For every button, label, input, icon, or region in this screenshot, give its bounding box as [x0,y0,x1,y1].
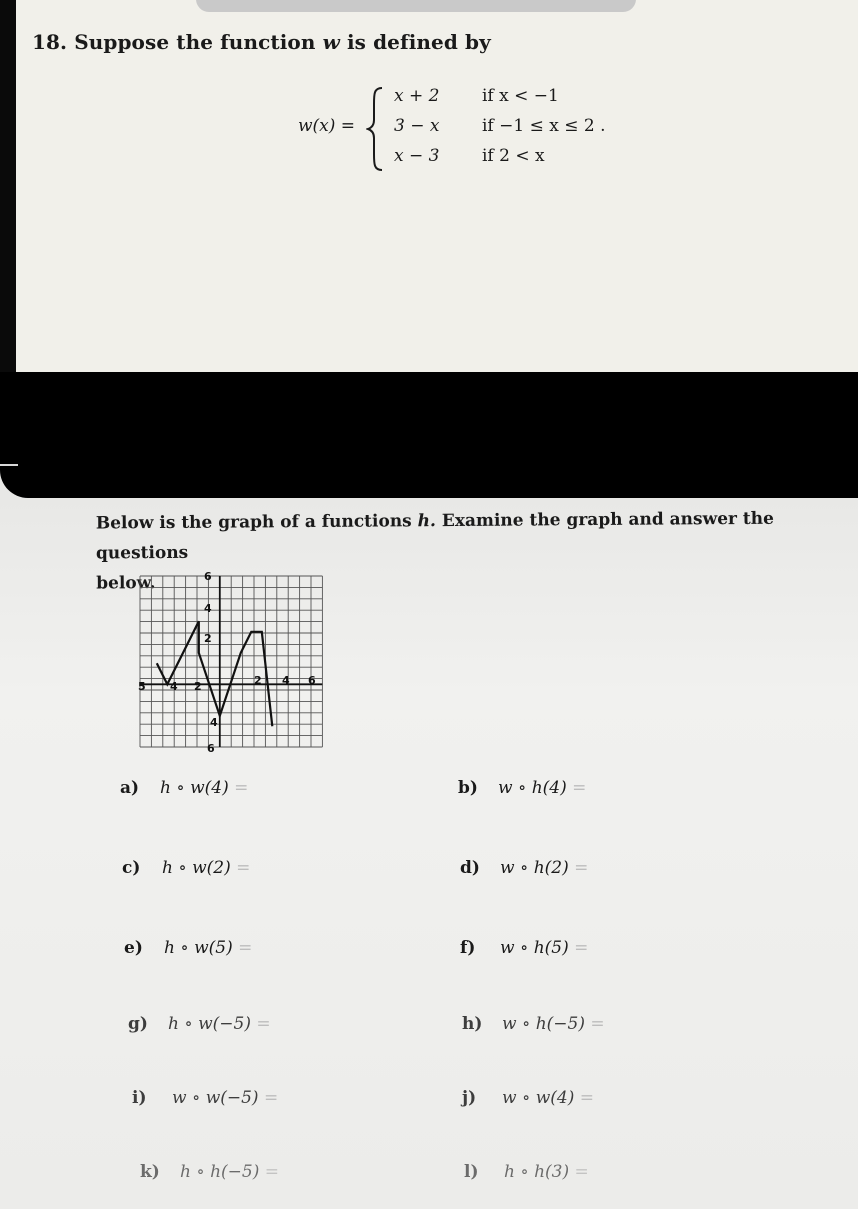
answer-blank[interactable]: = [572,778,587,798]
question-item [464,1162,589,1182]
case-2-expression: 3 − x [394,116,440,136]
instructions-function-name: h. [417,511,436,532]
question-expression: h ∘ w(5) [164,938,233,958]
function-name: w [322,30,340,54]
question-item [124,938,252,958]
question-expression: w ∘ w(4) [502,1088,575,1108]
question-item [120,778,248,798]
instructions-text-start: Below is the graph of a functions [95,511,412,534]
piecewise-lhs: w(x) = [298,116,356,136]
y-axis-top-label: 6 [204,570,212,583]
y-tick-label: 2 [204,632,212,645]
y-tick-label: 4 [210,716,218,729]
question-label: a) [120,778,140,798]
question-item [460,858,588,878]
y-tick-label: 4 [204,602,212,615]
answer-blank[interactable]: = [263,1088,279,1108]
question-expression: h ∘ w(4) [160,778,229,798]
x-axis-left-label: 5 [138,680,146,693]
instructions-text-rest: Examine the graph and answer the questions [95,508,775,564]
x-tick-label: 4 [170,680,178,693]
x-tick-label: 2 [194,680,202,693]
question-label: b) [458,778,478,798]
question-label: e) [124,938,143,958]
question-expression: h ∘ h(−5) [180,1162,260,1182]
case-2-condition: if −1 ≤ x ≤ 2 . [482,116,606,136]
answer-blank[interactable]: = [574,938,589,958]
answer-blank[interactable]: = [236,858,251,878]
question-label: l) [464,1162,479,1182]
piecewise-definition [298,84,658,174]
x-tick-label: 2 [254,674,262,687]
answer-blank[interactable]: = [234,778,249,798]
question-label: i) [132,1088,147,1108]
answer-blank[interactable]: = [574,1162,589,1182]
question-item [122,858,250,878]
x-axis-right-label: 6 [308,674,316,687]
y-axis-bottom-label: 6 [207,742,215,755]
question-label: k) [140,1162,160,1182]
question-label: d) [460,858,480,878]
question-title [32,30,491,54]
question-expression: w ∘ h(−5) [502,1014,585,1034]
x-tick-label: 4 [282,674,290,687]
question-label: c) [122,858,141,878]
graph-of-h [130,568,326,758]
question-expression: h ∘ h(3) [504,1162,570,1182]
question-intro-before: Suppose the function [74,30,316,54]
question-item [462,1014,605,1034]
page-tab-shadow [196,0,636,12]
left-brace-icon [366,86,386,172]
dark-gap-curve [0,466,858,498]
question-item [140,1162,279,1182]
case-3-expression: x − 3 [394,146,440,166]
question-label: j) [462,1088,477,1108]
question-item [460,938,588,958]
question-expression: w ∘ w(−5) [172,1088,259,1108]
answer-blank[interactable]: = [264,1162,280,1182]
question-expression: w ∘ h(4) [498,778,567,798]
answer-blank[interactable]: = [238,938,253,958]
case-3-condition: if 2 < x [482,146,545,166]
dark-gap [0,372,858,466]
case-1-expression: x + 2 [394,86,440,106]
question-label: f) [460,938,476,958]
question-expression: w ∘ h(2) [500,858,569,878]
graph-grid [140,576,322,747]
answer-blank[interactable]: = [579,1088,594,1108]
question-label: h) [462,1014,483,1034]
question-item [458,778,586,798]
question-expression: h ∘ w(2) [162,858,231,878]
case-1-condition: if x < −1 [482,86,559,106]
question-expression: w ∘ h(5) [500,938,569,958]
question-label: g) [128,1014,148,1034]
instructions-text-end: below. [96,573,156,594]
answer-blank[interactable]: = [574,858,589,878]
worksheet-top-page [16,0,858,372]
question-item [462,1088,594,1108]
answer-blank[interactable]: = [256,1014,271,1034]
question-expression: h ∘ w(−5) [168,1014,251,1034]
question-item [132,1088,278,1108]
question-item [128,1014,271,1034]
answer-blank[interactable]: = [590,1014,605,1034]
question-intro-after: is defined by [346,30,491,54]
question-number: 18. [32,30,68,54]
